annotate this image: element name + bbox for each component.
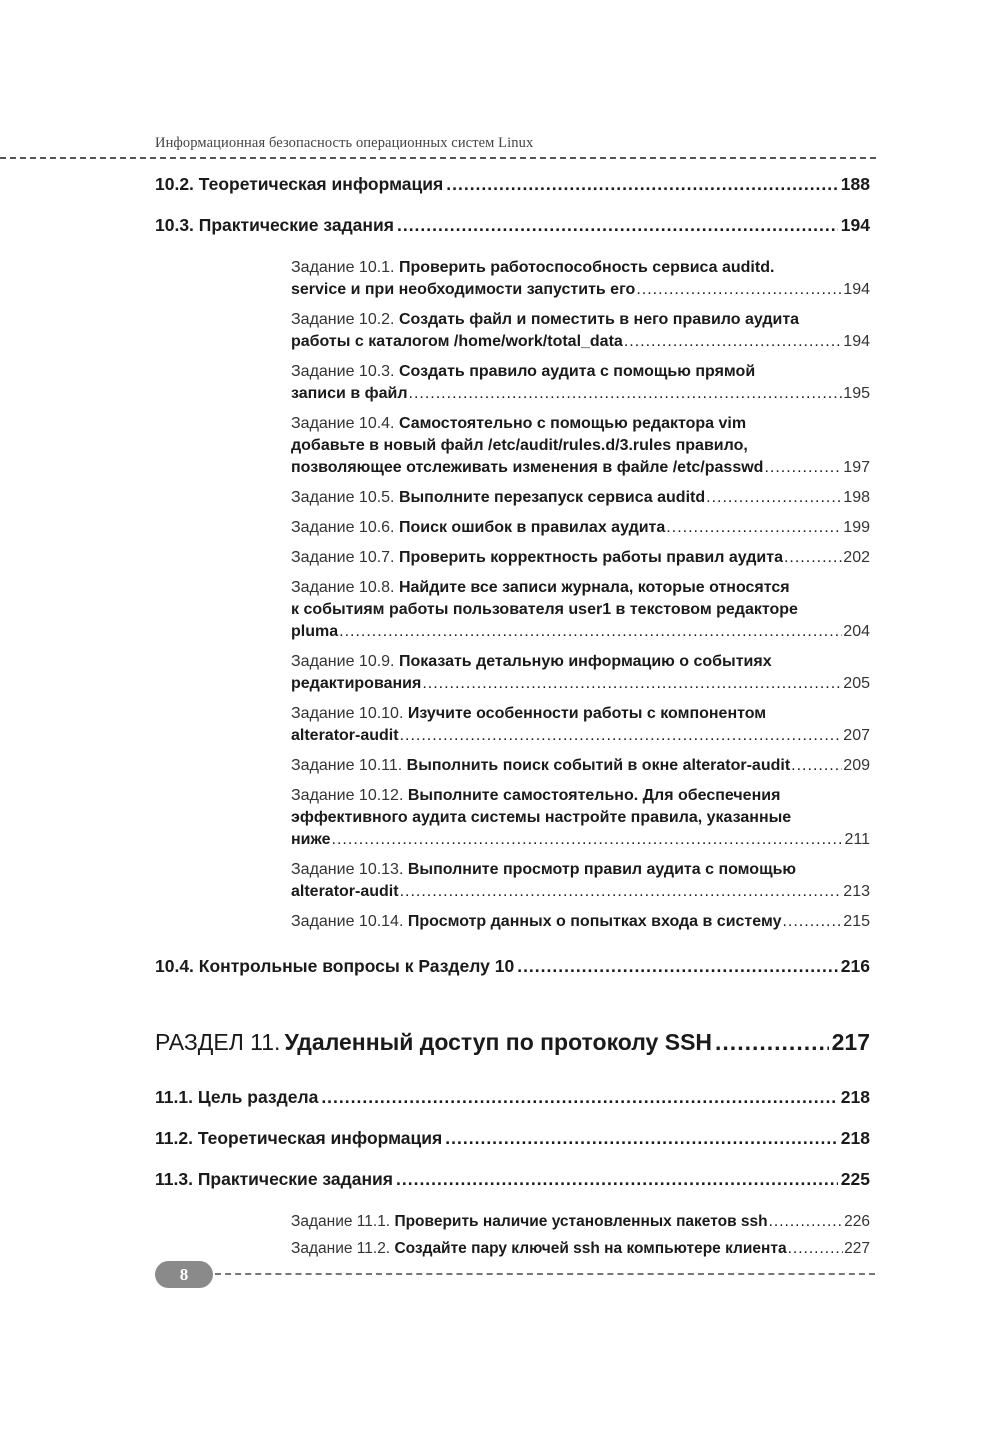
task-title: alterator-audit (291, 727, 399, 744)
task-list-10 (291, 257, 870, 941)
task-label: Задание 10.2. (291, 311, 395, 328)
task-text (291, 725, 399, 747)
leader-dots (396, 1168, 838, 1190)
leader-dots (409, 383, 843, 405)
task-title: добавьте в новый файл /etc/audit/rules.d/3.rules правило, (291, 437, 748, 454)
page-number-badge: 8 (155, 1261, 213, 1288)
task-line-last (291, 517, 870, 539)
chapter-title: Удаленный доступ по протоколу SSH (284, 1029, 713, 1055)
task-text (291, 383, 408, 405)
task-page: 227 (844, 1240, 870, 1257)
task-list-11 (291, 1211, 870, 1265)
task-text (291, 1238, 787, 1260)
section-title: 10.4. Контрольные вопросы к Разделу 10 (155, 956, 515, 976)
task-label: Задание 10.9. (291, 653, 395, 670)
task-line (291, 309, 870, 331)
task-title: Проверить корректность работы правил аудита (398, 549, 783, 566)
task-line-last (291, 1238, 870, 1260)
chapter-page: 217 (831, 1029, 870, 1055)
section-page: 225 (840, 1169, 870, 1189)
task-page: 194 (843, 281, 870, 298)
task-line-last (291, 331, 870, 353)
task-line-last (291, 829, 870, 851)
toc-task-item (291, 547, 870, 569)
task-text (291, 911, 781, 933)
toc-task-item (291, 413, 870, 479)
task-label: Задание 10.4. (291, 415, 395, 432)
task-line-last (291, 279, 870, 301)
task-text (291, 653, 772, 670)
task-title: Проверить наличие установленных пакетов ssh (394, 1213, 768, 1230)
section-page: 218 (840, 1128, 870, 1148)
task-title: Просмотр данных о попытках входа в систему (407, 913, 782, 930)
task-title: Проверить работоспособность сервиса auditd. (398, 259, 775, 276)
task-line-last (291, 673, 870, 695)
toc-task-item (291, 257, 870, 301)
task-line-last (291, 755, 870, 777)
leader-dots (332, 829, 844, 851)
task-label: Задание 10.7. (291, 549, 395, 566)
leader-dots (445, 1127, 838, 1149)
task-text (291, 457, 763, 479)
task-title: работы с каталогом /home/work/total_data (291, 333, 623, 350)
leader-dots (321, 1086, 837, 1108)
task-text (291, 259, 774, 276)
task-page: 226 (844, 1213, 870, 1230)
leader-dots (422, 673, 842, 695)
task-line-last (291, 457, 870, 479)
toc-task-item (291, 361, 870, 405)
task-line (291, 361, 870, 383)
section-page: 218 (840, 1087, 870, 1107)
task-line-last (291, 621, 870, 643)
leader-dots (517, 955, 838, 977)
task-title: service и при необходимости запустить его (291, 281, 636, 298)
leader-dots (788, 1238, 844, 1260)
leader-dots (791, 755, 842, 777)
task-line (291, 577, 870, 599)
section-title: 10.3. Практические задания (155, 215, 394, 235)
task-line (291, 859, 870, 881)
task-label: Задание 11.2. (291, 1240, 391, 1257)
leader-dots (400, 725, 843, 747)
task-text (291, 311, 799, 328)
task-title: редактирования (291, 675, 422, 692)
toc-task-item (291, 911, 870, 933)
task-text (291, 437, 748, 454)
task-text (291, 673, 421, 695)
task-text (291, 547, 783, 569)
task-title: Поиск ошибок в правилах аудита (398, 519, 666, 536)
running-head: Информационная безопасность операционных систем Linux (155, 135, 534, 151)
task-text (291, 621, 338, 643)
section-page: 194 (840, 215, 870, 235)
task-title: ниже (291, 831, 331, 848)
leader-dots (624, 331, 842, 353)
task-page: 197 (843, 459, 870, 476)
section-title: 11.1. Цель раздела (155, 1087, 319, 1107)
leader-dots (715, 1027, 829, 1057)
toc-section-10-3 (155, 214, 870, 236)
task-page: 213 (843, 883, 870, 900)
task-text (291, 881, 399, 903)
toc-task-item (291, 651, 870, 695)
task-page: 205 (843, 675, 870, 692)
leader-dots (764, 457, 842, 479)
task-line (291, 807, 870, 829)
task-text (291, 331, 623, 353)
task-title: эффективного аудита системы настройте правила, указанные (291, 809, 792, 826)
task-text (291, 415, 746, 432)
section-page: 188 (840, 174, 870, 194)
task-title: Показать детальную информацию о событиях (398, 653, 772, 670)
task-line-last (291, 725, 870, 747)
task-text (291, 517, 665, 539)
task-title: позволяющее отслеживать изменения в файле /etc/passwd (291, 459, 764, 476)
task-page: 202 (843, 549, 870, 566)
task-label: Задание 10.8. (291, 579, 395, 596)
leader-dots (636, 279, 842, 301)
task-title: alterator-audit (291, 883, 399, 900)
task-page: 207 (843, 727, 870, 744)
leader-dots (666, 517, 842, 539)
task-text (291, 755, 790, 777)
task-line (291, 435, 870, 457)
task-text (291, 601, 798, 618)
task-line (291, 413, 870, 435)
task-title: Самостоятельно с помощью редактора vim (398, 415, 747, 432)
task-text (291, 487, 705, 509)
toc-task-item (291, 487, 870, 509)
task-label: Задание 10.3. (291, 363, 395, 380)
toc-task-item (291, 577, 870, 643)
task-page: 211 (844, 831, 870, 848)
toc-task-item (291, 703, 870, 747)
toc-section-10-4 (155, 955, 870, 977)
task-line-last (291, 881, 870, 903)
chapter-11-heading (155, 1027, 870, 1057)
task-title: Создайте пару ключей ssh на компьютере клиента (394, 1240, 787, 1257)
toc-section-11-3 (155, 1168, 870, 1190)
chapter-label: РАЗДЕЛ 11. (155, 1029, 281, 1055)
task-title: Создать правило аудита с помощью прямой (398, 363, 756, 380)
task-page: 195 (843, 385, 870, 402)
task-text (291, 861, 796, 878)
task-text (291, 579, 790, 596)
task-label: Задание 10.14. (291, 913, 404, 930)
task-label: Задание 10.6. (291, 519, 395, 536)
task-line (291, 599, 870, 621)
task-text (291, 787, 780, 804)
task-line-last (291, 487, 870, 509)
task-line-last (291, 383, 870, 405)
task-label: Задание 10.12. (291, 787, 404, 804)
task-line-last (291, 911, 870, 933)
task-label: Задание 10.1. (291, 259, 395, 276)
task-page: 199 (843, 519, 870, 536)
toc-task-item (291, 1211, 870, 1233)
task-label: Задание 10.11. (291, 757, 403, 774)
toc-task-item (291, 1238, 870, 1260)
task-title: Выполнить поиск событий в окне alterator-audit (406, 757, 791, 774)
toc-task-item (291, 517, 870, 539)
toc-section-11-1 (155, 1086, 870, 1108)
section-title: 10.2. Теоретическая информация (155, 174, 444, 194)
toc-task-item (291, 859, 870, 903)
leader-dots (784, 547, 842, 569)
task-line (291, 257, 870, 279)
task-line (291, 703, 870, 725)
task-title: pluma (291, 623, 339, 640)
task-title: Найдите все записи журнала, которые относятся (398, 579, 790, 596)
task-label: Задание 10.13. (291, 861, 404, 878)
footer-divider (215, 1273, 875, 1275)
toc-task-item (291, 309, 870, 353)
leader-dots (397, 214, 838, 236)
task-title: Создать файл и поместить в него правило аудита (398, 311, 800, 328)
task-title: Изучите особенности работы с компонентом (407, 705, 767, 722)
task-page: 215 (843, 913, 870, 930)
task-title: к событиям работы пользователя user1 в текстовом редакторе (291, 601, 798, 618)
leader-dots (769, 1211, 844, 1233)
leader-dots (339, 621, 842, 643)
section-title: 11.2. Теоретическая информация (155, 1128, 443, 1148)
section-title: 11.3. Практические задания (155, 1169, 393, 1189)
task-text (291, 363, 755, 380)
task-title: Выполните самостоятельно. Для обеспечения (407, 787, 781, 804)
task-page: 198 (843, 489, 870, 506)
leader-dots (400, 881, 843, 903)
task-page: 209 (843, 757, 870, 774)
task-line-last (291, 1211, 870, 1233)
task-label: Задание 10.10. (291, 705, 404, 722)
leader-dots (706, 487, 842, 509)
task-page: 194 (843, 333, 870, 350)
task-title: записи в файл (291, 385, 408, 402)
task-label: Задание 10.5. (291, 489, 395, 506)
task-text (291, 705, 766, 722)
task-page: 204 (843, 623, 870, 640)
toc-task-item (291, 755, 870, 777)
task-title: Выполните просмотр правил аудита с помощью (407, 861, 797, 878)
task-label: Задание 11.1. (291, 1213, 391, 1230)
leader-dots (446, 173, 838, 195)
toc-section-11-2 (155, 1127, 870, 1149)
task-line (291, 651, 870, 673)
task-text (291, 279, 635, 301)
task-text (291, 829, 331, 851)
task-line-last (291, 547, 870, 569)
header-divider (0, 157, 876, 159)
task-text (291, 1211, 768, 1233)
toc-task-item (291, 785, 870, 851)
toc-section-10-2 (155, 173, 870, 195)
task-line (291, 785, 870, 807)
leader-dots (782, 911, 842, 933)
task-title: Выполните перезапуск сервиса auditd (398, 489, 706, 506)
task-text (291, 809, 791, 826)
section-page: 216 (840, 956, 870, 976)
